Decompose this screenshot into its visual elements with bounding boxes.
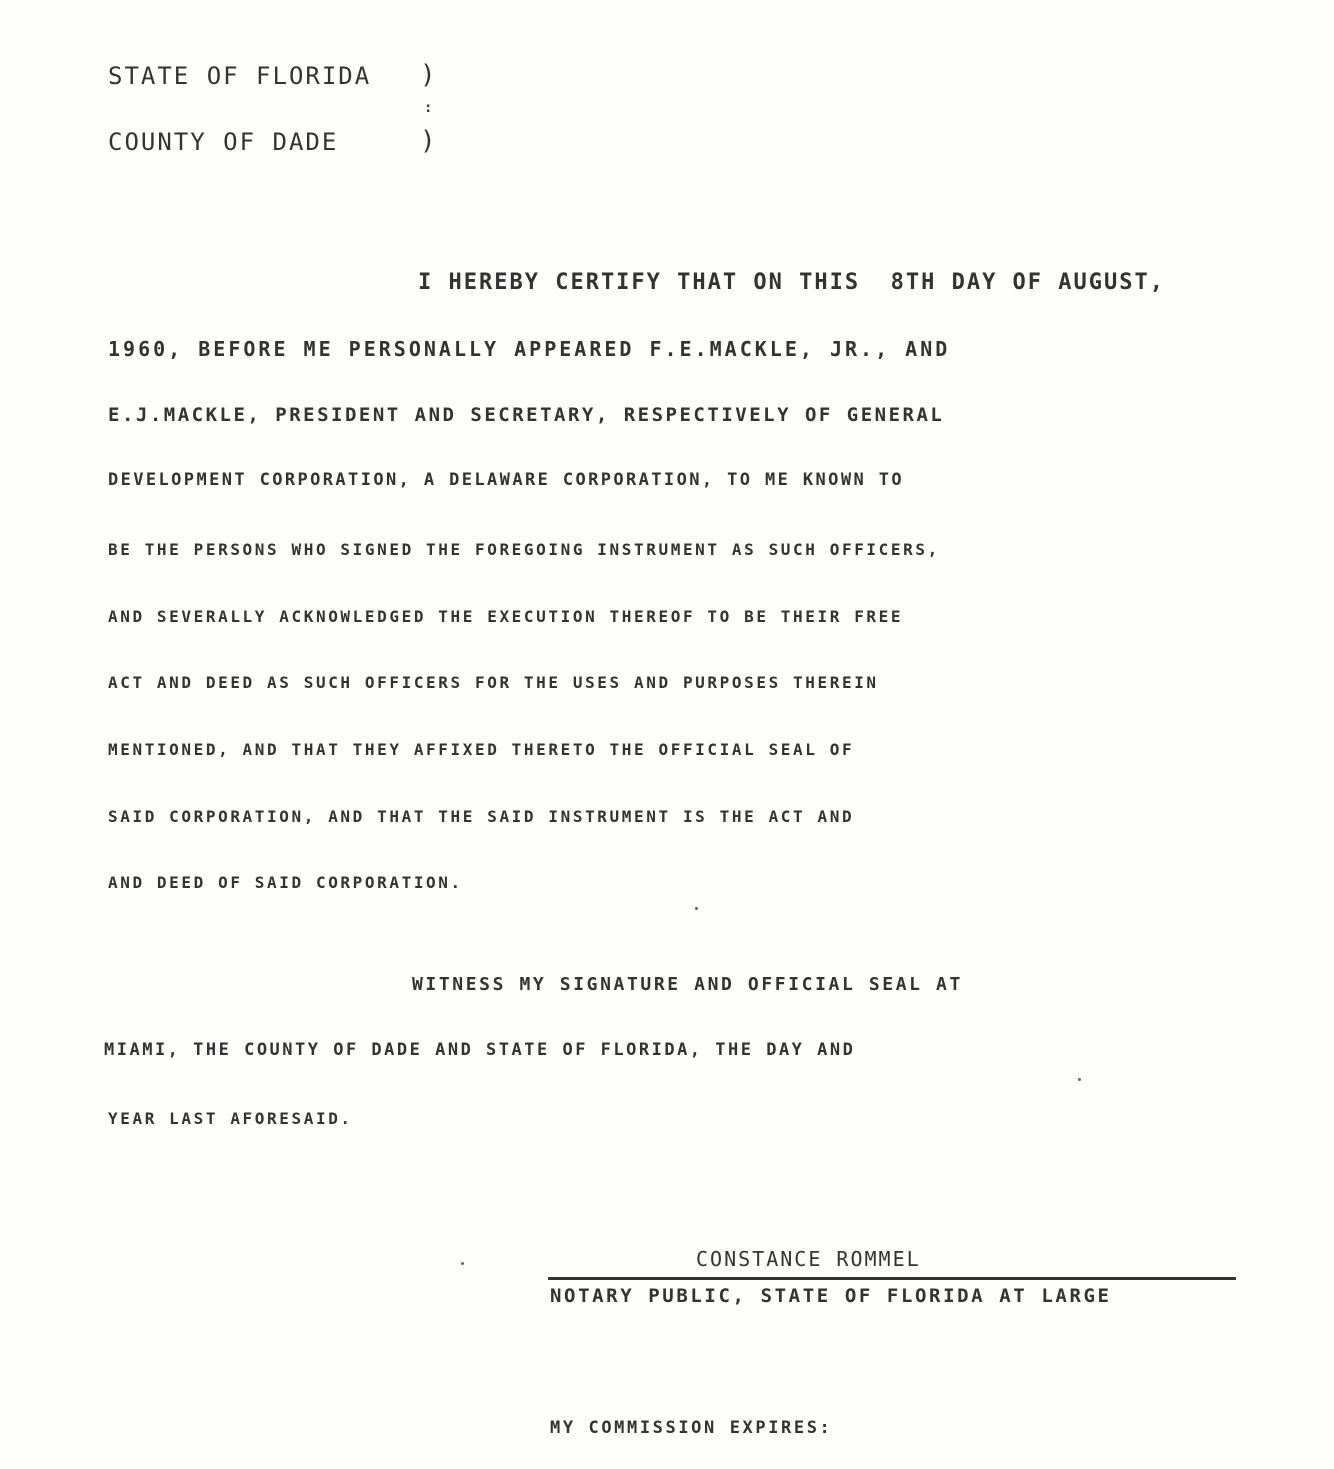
- scan-speck: [1078, 1078, 1081, 1081]
- certificate-line: AND DEED OF SAID CORPORATION.: [108, 873, 463, 892]
- witness-line: WITNESS MY SIGNATURE AND OFFICIAL SEAL AT: [412, 974, 963, 995]
- certificate-line: MENTIONED, AND THAT THEY AFFIXED THERETO THE OFFICIAL SEAL OF: [108, 740, 855, 759]
- venue-bracket-bottom: ): [420, 126, 436, 156]
- certificate-line: DEVELOPMENT CORPORATION, A DELAWARE CORPORATION, TO ME KNOWN TO: [108, 470, 904, 490]
- witness-line: MIAMI, THE COUNTY OF DADE AND STATE OF FLORIDA, THE DAY AND: [104, 1040, 856, 1060]
- certificate-line: SAID CORPORATION, AND THAT THE SAID INSTRUMENT IS THE ACT AND: [108, 807, 855, 826]
- notary-title: NOTARY PUBLIC, STATE OF FLORIDA AT LARGE: [550, 1285, 1112, 1307]
- venue-bracket-top: ): [420, 60, 436, 90]
- certificate-line: AND SEVERALLY ACKNOWLEDGED THE EXECUTION THEREOF TO BE THEIR FREE: [108, 607, 904, 626]
- venue-state: STATE OF FLORIDA: [108, 62, 372, 90]
- certificate-line: 1960, BEFORE ME PERSONALLY APPEARED F.E.MACKLE, JR., AND: [108, 337, 951, 361]
- certificate-line: BE THE PERSONS WHO SIGNED THE FOREGOING INSTRUMENT AS SUCH OFFICERS,: [108, 540, 940, 559]
- scan-speck: [695, 907, 698, 910]
- venue-separator: :: [424, 100, 433, 116]
- certificate-line: E.J.MACKLE, PRESIDENT AND SECRETARY, RESPECTIVELY OF GENERAL: [108, 404, 945, 426]
- notary-name: CONSTANCE ROMMEL: [696, 1247, 921, 1271]
- scan-speck: [461, 1262, 464, 1265]
- witness-line: YEAR LAST AFORESAID.: [108, 1109, 353, 1128]
- signature-line: [548, 1277, 1236, 1280]
- certificate-line: I HEREBY CERTIFY THAT ON THIS 8TH DAY OF AUGUST,: [418, 270, 1166, 295]
- venue-county: COUNTY OF DADE: [108, 128, 339, 156]
- certificate-line: ACT AND DEED AS SUCH OFFICERS FOR THE USES AND PURPOSES THEREIN: [108, 673, 879, 692]
- commission-expires-label: MY COMMISSION EXPIRES:: [550, 1418, 833, 1438]
